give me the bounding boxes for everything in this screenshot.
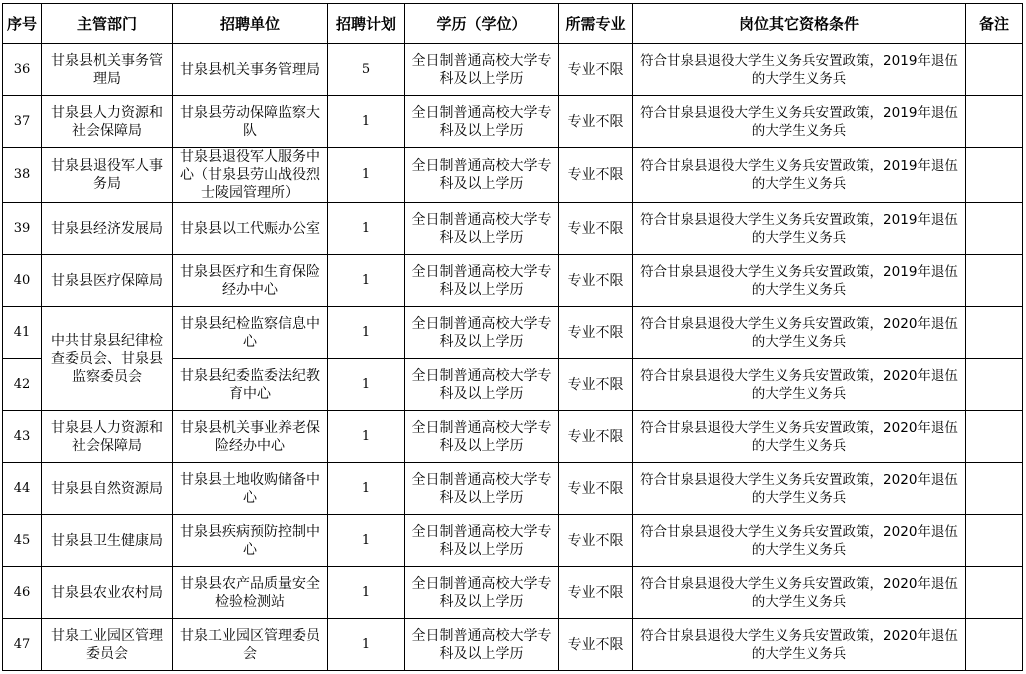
employer-cell xyxy=(173,44,328,96)
table-row xyxy=(3,307,1023,359)
employer-text: 甘泉县机关事业养老保险经办中心 xyxy=(180,419,320,454)
employer-cell xyxy=(173,255,328,307)
major-cell: 专业不限 xyxy=(559,148,633,203)
table-row xyxy=(3,463,1023,515)
row-number-cell: 47 xyxy=(3,619,42,671)
table-row xyxy=(3,411,1023,463)
notes-cell xyxy=(966,148,1023,203)
row-number-cell: 43 xyxy=(3,411,42,463)
employer-text: 甘泉县纪检监察信息中心 xyxy=(180,315,320,350)
header-conditions: 岗位其它资格条件 xyxy=(633,4,966,44)
education-cell: 全日制普通高校大学专科及以上学历 xyxy=(405,44,559,96)
conditions-cell: 符合甘泉县退役大学生义务兵安置政策，2019年退伍的大学生义务兵 xyxy=(633,203,966,255)
major-cell: 专业不限 xyxy=(559,307,633,359)
row-number-cell: 38 xyxy=(3,148,42,203)
conditions-cell: 符合甘泉县退役大学生义务兵安置政策，2019年退伍的大学生义务兵 xyxy=(633,148,966,203)
employer-cell xyxy=(173,148,328,203)
row-number-cell: 42 xyxy=(3,359,42,411)
conditions-cell: 符合甘泉县退役大学生义务兵安置政策，2019年退伍的大学生义务兵 xyxy=(633,255,966,307)
conditions-cell: 符合甘泉县退役大学生义务兵安置政策，2020年退伍的大学生义务兵 xyxy=(633,463,966,515)
quota-cell: 1 xyxy=(328,96,405,148)
employer-cell xyxy=(173,203,328,255)
education-cell: 全日制普通高校大学专科及以上学历 xyxy=(405,567,559,619)
quota-cell: 1 xyxy=(328,307,405,359)
quota-cell: 1 xyxy=(328,359,405,411)
employer-text: 甘泉县机关事务管理局 xyxy=(180,61,320,78)
row-number-cell: 46 xyxy=(3,567,42,619)
major-cell: 专业不限 xyxy=(559,96,633,148)
table-row xyxy=(3,203,1023,255)
notes-cell xyxy=(966,96,1023,148)
notes-cell xyxy=(966,567,1023,619)
employer-cell xyxy=(173,96,328,148)
quota-cell: 1 xyxy=(328,515,405,567)
education-cell: 全日制普通高校大学专科及以上学历 xyxy=(405,203,559,255)
department-cell: 甘泉县人力资源和社会保障局 xyxy=(42,411,173,463)
department-cell: 中共甘泉县纪律检查委员会、甘泉县监察委员会 xyxy=(42,307,173,411)
education-cell: 全日制普通高校大学专科及以上学历 xyxy=(405,96,559,148)
row-number-cell: 40 xyxy=(3,255,42,307)
conditions-cell: 符合甘泉县退役大学生义务兵安置政策，2020年退伍的大学生义务兵 xyxy=(633,307,966,359)
header-education: 学历（学位） xyxy=(405,4,559,44)
education-cell: 全日制普通高校大学专科及以上学历 xyxy=(405,359,559,411)
major-cell: 专业不限 xyxy=(559,463,633,515)
department-cell: 甘泉县经济发展局 xyxy=(42,203,173,255)
conditions-cell: 符合甘泉县退役大学生义务兵安置政策，2020年退伍的大学生义务兵 xyxy=(633,619,966,671)
notes-cell xyxy=(966,619,1023,671)
notes-cell xyxy=(966,203,1023,255)
education-cell: 全日制普通高校大学专科及以上学历 xyxy=(405,307,559,359)
conditions-cell: 符合甘泉县退役大学生义务兵安置政策，2019年退伍的大学生义务兵 xyxy=(633,44,966,96)
conditions-cell: 符合甘泉县退役大学生义务兵安置政策，2020年退伍的大学生义务兵 xyxy=(633,411,966,463)
employer-text: 甘泉县劳动保障监察大队 xyxy=(180,104,320,139)
department-cell: 甘泉工业园区管理委员会 xyxy=(42,619,173,671)
row-number-cell: 39 xyxy=(3,203,42,255)
notes-cell xyxy=(966,515,1023,567)
major-cell: 专业不限 xyxy=(559,567,633,619)
employer-cell xyxy=(173,619,328,671)
header-row xyxy=(3,4,1023,44)
employer-cell xyxy=(173,463,328,515)
department-cell: 甘泉县自然资源局 xyxy=(42,463,173,515)
row-number-cell: 41 xyxy=(3,307,42,359)
recruitment-table xyxy=(2,3,1023,671)
conditions-cell: 符合甘泉县退役大学生义务兵安置政策，2019年退伍的大学生义务兵 xyxy=(633,96,966,148)
conditions-cell: 符合甘泉县退役大学生义务兵安置政策，2020年退伍的大学生义务兵 xyxy=(633,515,966,567)
major-cell: 专业不限 xyxy=(559,619,633,671)
quota-cell: 1 xyxy=(328,463,405,515)
employer-text: 甘泉县土地收购储备中心 xyxy=(180,471,320,506)
notes-cell xyxy=(966,463,1023,515)
employer-text: 甘泉县以工代赈办公室 xyxy=(180,220,320,237)
table-row xyxy=(3,255,1023,307)
conditions-cell: 符合甘泉县退役大学生义务兵安置政策，2020年退伍的大学生义务兵 xyxy=(633,359,966,411)
table-row xyxy=(3,96,1023,148)
department-cell: 甘泉县农业农村局 xyxy=(42,567,173,619)
employer-cell xyxy=(173,567,328,619)
quota-cell: 1 xyxy=(328,619,405,671)
department-cell: 甘泉县卫生健康局 xyxy=(42,515,173,567)
employer-text: 甘泉县疾病预防控制中心 xyxy=(180,523,320,558)
education-cell: 全日制普通高校大学专科及以上学历 xyxy=(405,515,559,567)
quota-cell: 1 xyxy=(328,148,405,203)
header-notes: 备注 xyxy=(966,4,1023,44)
quota-cell: 1 xyxy=(328,567,405,619)
notes-cell xyxy=(966,411,1023,463)
quota-cell: 1 xyxy=(328,255,405,307)
education-cell: 全日制普通高校大学专科及以上学历 xyxy=(405,411,559,463)
table-row xyxy=(3,44,1023,96)
quota-cell: 1 xyxy=(328,411,405,463)
quota-cell: 1 xyxy=(328,203,405,255)
row-number-cell: 36 xyxy=(3,44,42,96)
major-cell: 专业不限 xyxy=(559,44,633,96)
education-cell: 全日制普通高校大学专科及以上学历 xyxy=(405,255,559,307)
quota-cell: 5 xyxy=(328,44,405,96)
employer-text: 甘泉县纪委监委法纪教育中心 xyxy=(180,367,320,402)
education-cell: 全日制普通高校大学专科及以上学历 xyxy=(405,619,559,671)
department-cell: 甘泉县人力资源和社会保障局 xyxy=(42,96,173,148)
table-row xyxy=(3,567,1023,619)
employer-cell xyxy=(173,359,328,411)
row-number-cell: 44 xyxy=(3,463,42,515)
header-dept: 主管部门 xyxy=(42,4,173,44)
table-row xyxy=(3,619,1023,671)
employer-text: 甘泉县医疗和生育保险经办中心 xyxy=(180,263,320,298)
education-cell: 全日制普通高校大学专科及以上学历 xyxy=(405,148,559,203)
major-cell: 专业不限 xyxy=(559,515,633,567)
notes-cell xyxy=(966,307,1023,359)
major-cell: 专业不限 xyxy=(559,203,633,255)
employer-text: 甘泉工业园区管理委员会 xyxy=(180,627,320,662)
notes-cell xyxy=(966,359,1023,411)
employer-text: 甘泉县农产品质量安全检验检测站 xyxy=(180,575,320,610)
major-cell: 专业不限 xyxy=(559,359,633,411)
employer-cell xyxy=(173,515,328,567)
employer-cell xyxy=(173,411,328,463)
table-row xyxy=(3,515,1023,567)
notes-cell xyxy=(966,255,1023,307)
header-plan: 招聘计划 xyxy=(328,4,405,44)
table-row xyxy=(3,148,1023,203)
conditions-cell: 符合甘泉县退役大学生义务兵安置政策，2020年退伍的大学生义务兵 xyxy=(633,567,966,619)
row-number-cell: 45 xyxy=(3,515,42,567)
department-cell: 甘泉县机关事务管理局 xyxy=(42,44,173,96)
department-cell: 甘泉县退役军人事务局 xyxy=(42,148,173,203)
header-major: 所需专业 xyxy=(559,4,633,44)
major-cell: 专业不限 xyxy=(559,255,633,307)
major-cell: 专业不限 xyxy=(559,411,633,463)
employer-text: 甘泉县退役军人服务中心（甘泉县劳山战役烈士陵园管理所） xyxy=(180,149,320,201)
header-no: 序号 xyxy=(3,4,42,44)
employer-cell xyxy=(173,307,328,359)
education-cell: 全日制普通高校大学专科及以上学历 xyxy=(405,463,559,515)
department-cell: 甘泉县医疗保障局 xyxy=(42,255,173,307)
notes-cell xyxy=(966,44,1023,96)
header-unit: 招聘单位 xyxy=(173,4,328,44)
row-number-cell: 37 xyxy=(3,96,42,148)
